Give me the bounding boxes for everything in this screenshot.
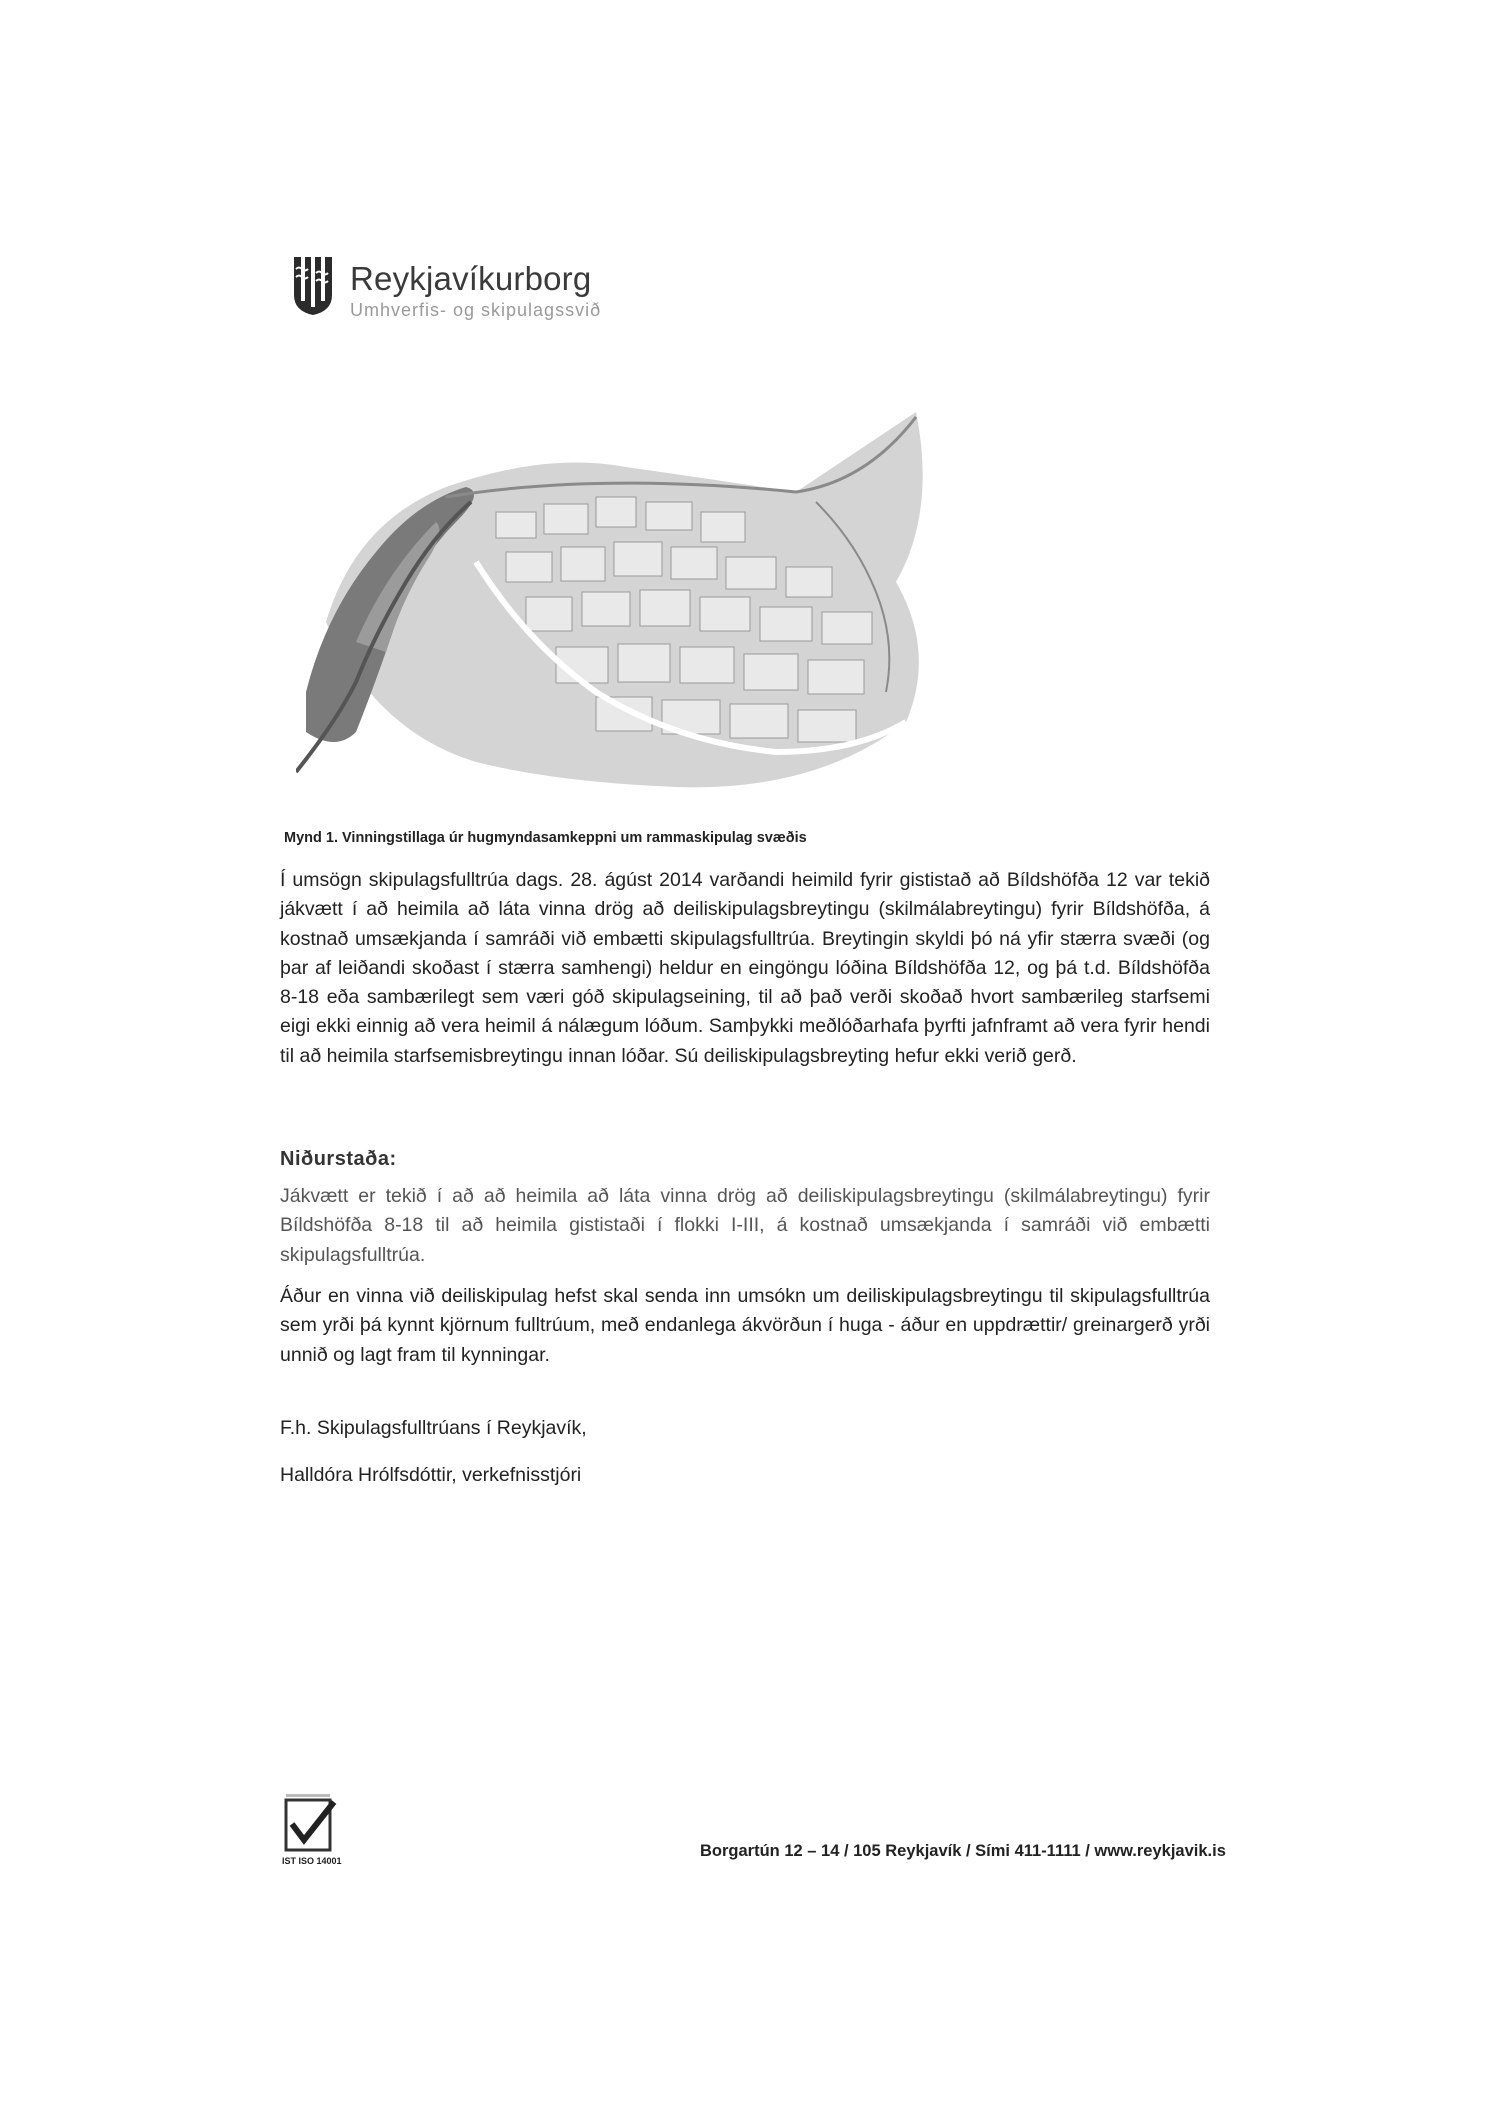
department-name: Umhverfis- og skipulagssvið: [350, 300, 602, 320]
reykjavik-crest-icon: [292, 255, 334, 317]
letterhead: [292, 255, 601, 321]
figure-caption: Mynd 1. Vinningstillaga úr hugmyndasamkeppni um rammaskipulag svæðis: [284, 830, 807, 846]
paragraph-next-steps: Áður en vinna við deiliskipulag hefst skal senda inn umsókn um deiliskipulagsbreytingu til skipulagsfulltrúa sem yrði þá kynnt kjörnum fulltrúum, með endanlega ákvörðun í huga - áður en uppdrættir/ greinargerð yrði unnið og lagt fram til kynningar.: [280, 1285, 1210, 1366]
iso-certification-badge: [282, 1790, 342, 1868]
signature-closing: F.h. Skipulagsfulltrúans í Reykjavík,: [280, 1417, 587, 1439]
aerial-plan-image: [296, 392, 956, 802]
paragraph-conclusion: Jákvætt er tekið í að að heimila að láta vinna drög að deiliskipulagsbreytingu (skilmálabreytingu) fyrir Bíldshöfða 8-18 til að heimila gististaði í flokki I-III, á kostnað umsækjanda í samráði við embætti skipulagsfulltrúa.: [280, 1185, 1210, 1266]
conclusion-heading: Niðurstaða:: [280, 1148, 397, 1170]
paragraph-background: Í umsögn skipulagsfulltrúa dags. 28. ágúst 2014 varðandi heimild fyrir gististað að Bíldshöfða 12 var tekið jákvætt í að heimila að láta vinna drög að deiliskipulagsbreytingu (skilmálabreytingu) fyrir Bíldshöfða, á kostnað umsækjanda í samráði við embætti skipulagsfulltrúa. Breytingin skyldi þó ná yfir stærra svæði (og þar af leiðandi skoðast í stærra samhengi) heldur en eingöngu lóðina Bíldshöfða 12, og þá t.d. Bíldshöfða 8-18 eða sambærilegt sem væri góð skipulagseining, til að það verði skoðað hvort sambærileg starfsemi eigi ekki einnig að vera heimil á nálægum lóðum. Samþykki meðlóðarhafa þyrfti jafnframt að vera fyrir hendi til að heimila starfsemisbreytingu innan lóðar. Sú deiliskipulagsbreyting hefur ekki verið gerð.: [280, 869, 1210, 1067]
signature-signer: Halldóra Hrólfsdóttir, verkefnisstjóri: [280, 1464, 582, 1486]
iso-label: IST ISO 14001: [282, 1856, 342, 1866]
footer-address: Borgartún 12 – 14 / 105 Reykjavík / Sími 411-1111 / www.reykjavik.is: [700, 1842, 1226, 1860]
organization-name: Reykjavíkurborg: [350, 260, 592, 297]
